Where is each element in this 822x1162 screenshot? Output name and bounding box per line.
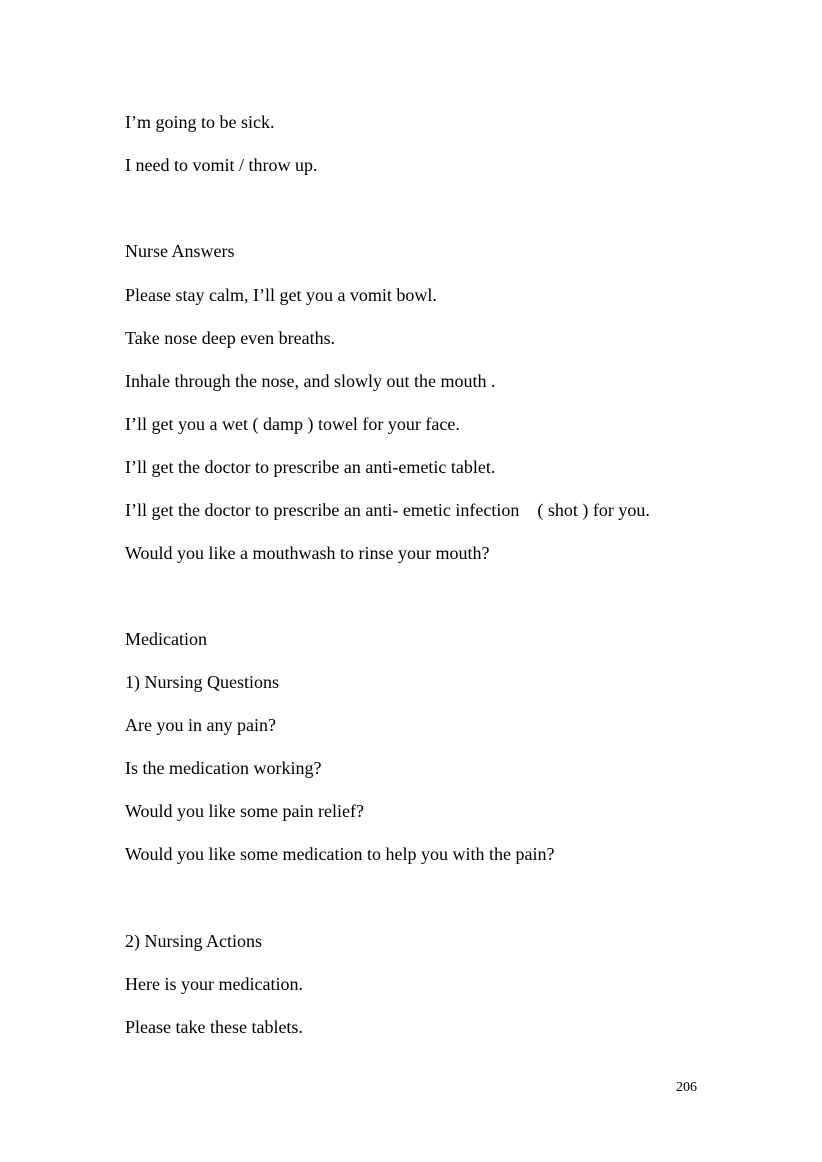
text-line: Take nose deep even breaths. — [125, 328, 336, 348]
page-number: 206 — [676, 1080, 697, 1095]
text-line: I’m going to be sick. — [125, 112, 275, 132]
text-line: I need to vomit / throw up. — [125, 155, 318, 175]
subheading-nursing-actions: 2) Nursing Actions — [125, 931, 262, 951]
section-heading-nurse-answers: Nurse Answers — [125, 241, 235, 261]
text-line: Inhale through the nose, and slowly out the mouth . — [125, 371, 496, 391]
text-line: Here is your medication. — [125, 974, 303, 994]
section-heading-medication: Medication — [125, 629, 207, 649]
text-line: I’ll get you a wet ( damp ) towel for your face. — [125, 414, 460, 434]
text-line: Would you like some medication to help you with the pain? — [125, 844, 555, 864]
text-line: Please take these tablets. — [125, 1017, 303, 1037]
text-line: I’ll get the doctor to prescribe an anti- emetic infection ( shot ) for you. — [125, 500, 650, 520]
text-line: Please stay calm, I’ll get you a vomit bowl. — [125, 285, 437, 305]
text-line: Are you in any pain? — [125, 715, 276, 735]
subheading-nursing-questions: 1) Nursing Questions — [125, 672, 279, 692]
text-line: I’ll get the doctor to prescribe an anti-emetic tablet. — [125, 457, 496, 477]
text-line: Would you like a mouthwash to rinse your mouth? — [125, 543, 490, 563]
text-line: Would you like some pain relief? — [125, 801, 364, 821]
text-line: Is the medication working? — [125, 758, 322, 778]
